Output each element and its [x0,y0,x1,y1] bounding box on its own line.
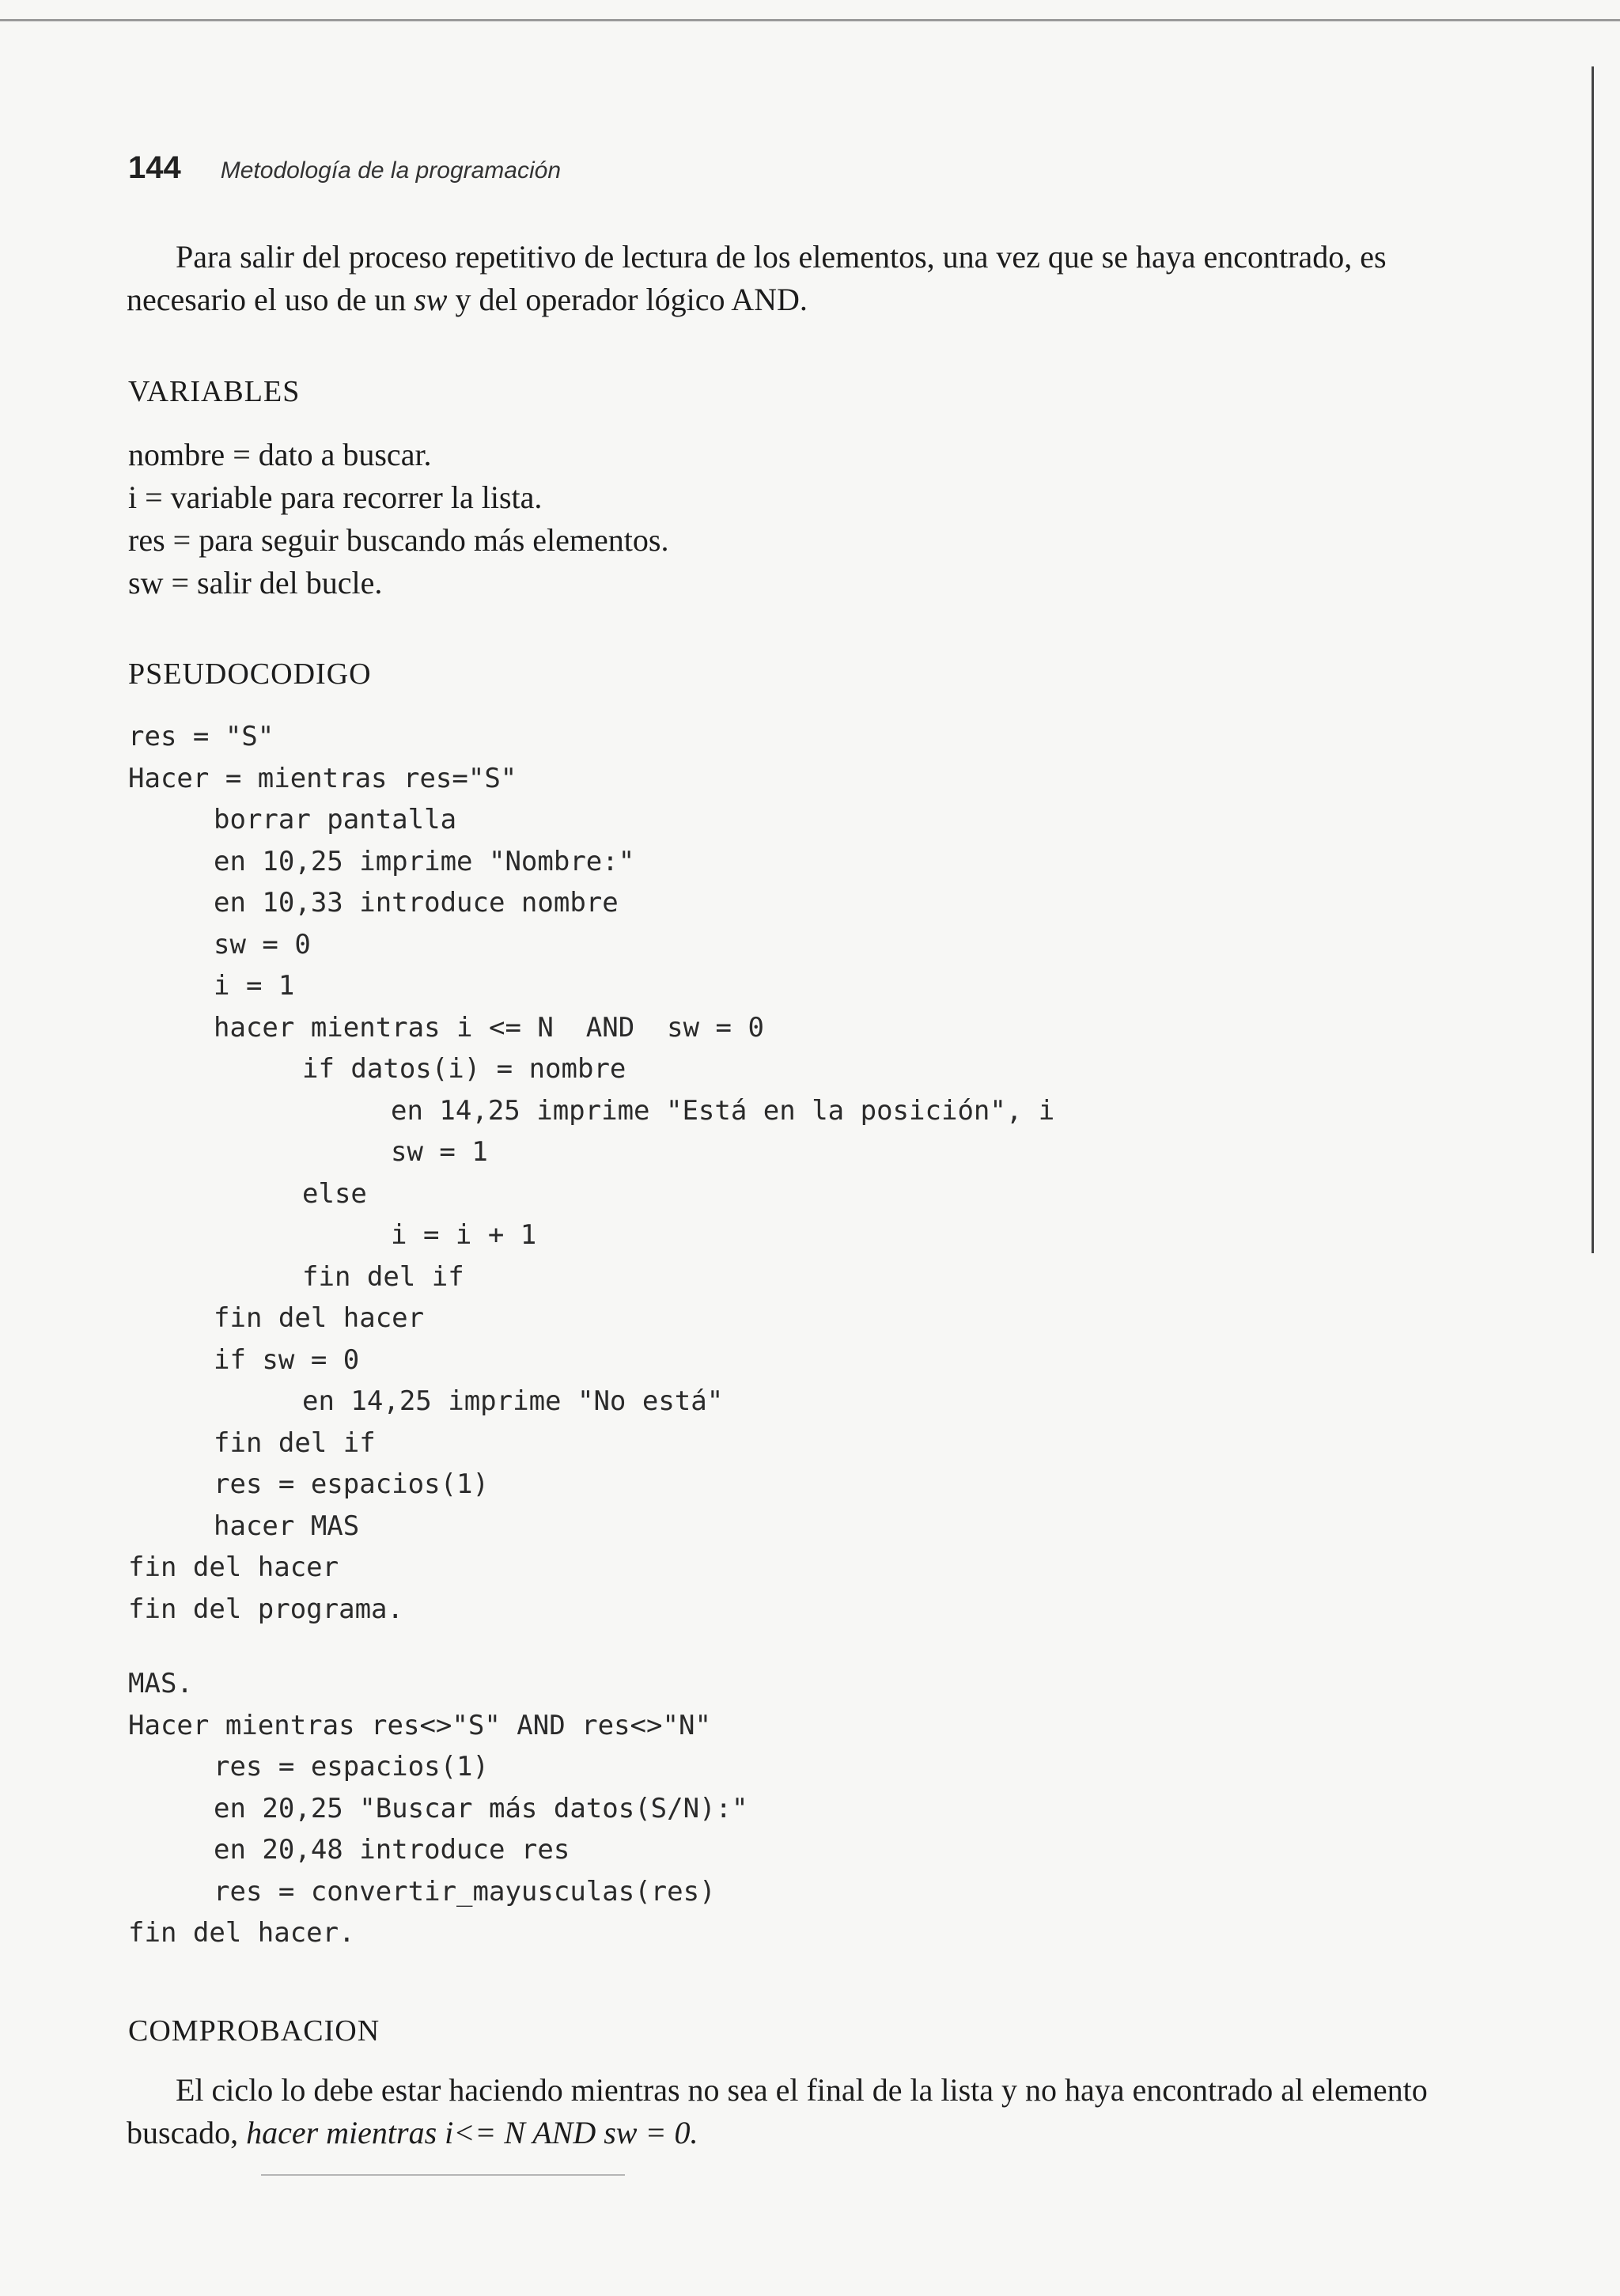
comprobacion-paragraph [127,2069,1503,2154]
code-line: MAS. [128,1668,193,1699]
intro-italic-term: sw [414,282,448,317]
code-line: sw = 1 [391,1136,488,1168]
pseudocode-heading: PSEUDOCODIGO [128,657,372,691]
variable-item-sw: sw = salir del bucle. [128,565,383,601]
code-line: fin del hacer. [128,1917,355,1949]
code-line: fin del if [302,1260,464,1293]
intro-text-start: Para salir del proceso repetitivo de lectura de los elementos, una vez que se haya encontrado, es necesario el uso de un [127,239,1387,317]
pseudocode-block [128,716,1054,1630]
intro-paragraph [127,236,1503,321]
code-line: sw = 0 [214,928,311,960]
code-line: res = espacios(1) [214,1468,489,1500]
subroutine-block [128,1663,748,1954]
variables-list [128,434,668,604]
code-line: fin del hacer [128,1552,339,1583]
variable-item-nombre: nombre = dato a buscar. [128,437,432,472]
code-line: en 14,25 imprime "Está en la posición", i [391,1094,1055,1127]
code-line: else [302,1177,367,1210]
margin-rule [1592,66,1594,1253]
page-number: 144 [128,150,181,185]
code-line: fin del hacer [214,1302,425,1334]
code-line: res = "S" [128,721,274,752]
code-line: borrar pantalla [214,804,457,835]
variable-item-res: res = para seguir buscando más elementos. [128,522,669,558]
code-line: fin del programa. [128,1593,403,1625]
code-line: en 20,48 introduce res [214,1834,570,1866]
code-line: if datos(i) = nombre [302,1053,626,1085]
code-line: en 14,25 imprime "No está" [302,1385,724,1417]
code-line: en 10,33 introduce nombre [214,887,619,919]
code-line: res = espacios(1) [214,1751,489,1783]
code-line: res = convertir_mayusculas(res) [214,1875,716,1908]
comprobacion-heading: COMPROBACION [128,2014,380,2048]
variables-heading: VARIABLES [128,375,301,408]
code-line: en 20,25 "Buscar más datos(S/N):" [214,1792,748,1824]
code-line: i = i + 1 [391,1219,537,1251]
code-line: fin del if [214,1426,376,1459]
bottom-rule [261,2174,625,2176]
page-header [128,150,561,186]
comprobacion-text: El ciclo lo debe estar haciendo mientras no sea el final de la lista y no haya encontrado al elemento buscado, [127,2072,1428,2150]
code-line: hacer MAS [214,1510,360,1542]
code-line: i = 1 [214,970,295,1002]
code-line: Hacer = mientras res="S" [128,762,517,794]
top-rule [0,19,1620,21]
code-line: en 10,25 imprime "Nombre:" [214,845,635,877]
code-line: hacer mientras i <= N AND sw = 0 [214,1011,764,1044]
comprobacion-italic-condition: hacer mientras i<= N AND sw = 0. [246,2115,698,2150]
intro-text-end: y del operador lógico AND. [447,282,808,317]
code-line: if sw = 0 [214,1343,360,1376]
code-line: Hacer mientras res<>"S" AND res<>"N" [128,1709,711,1741]
variable-item-i: i = variable para recorrer la lista. [128,479,543,515]
running-title: Metodología de la programación [220,157,562,184]
